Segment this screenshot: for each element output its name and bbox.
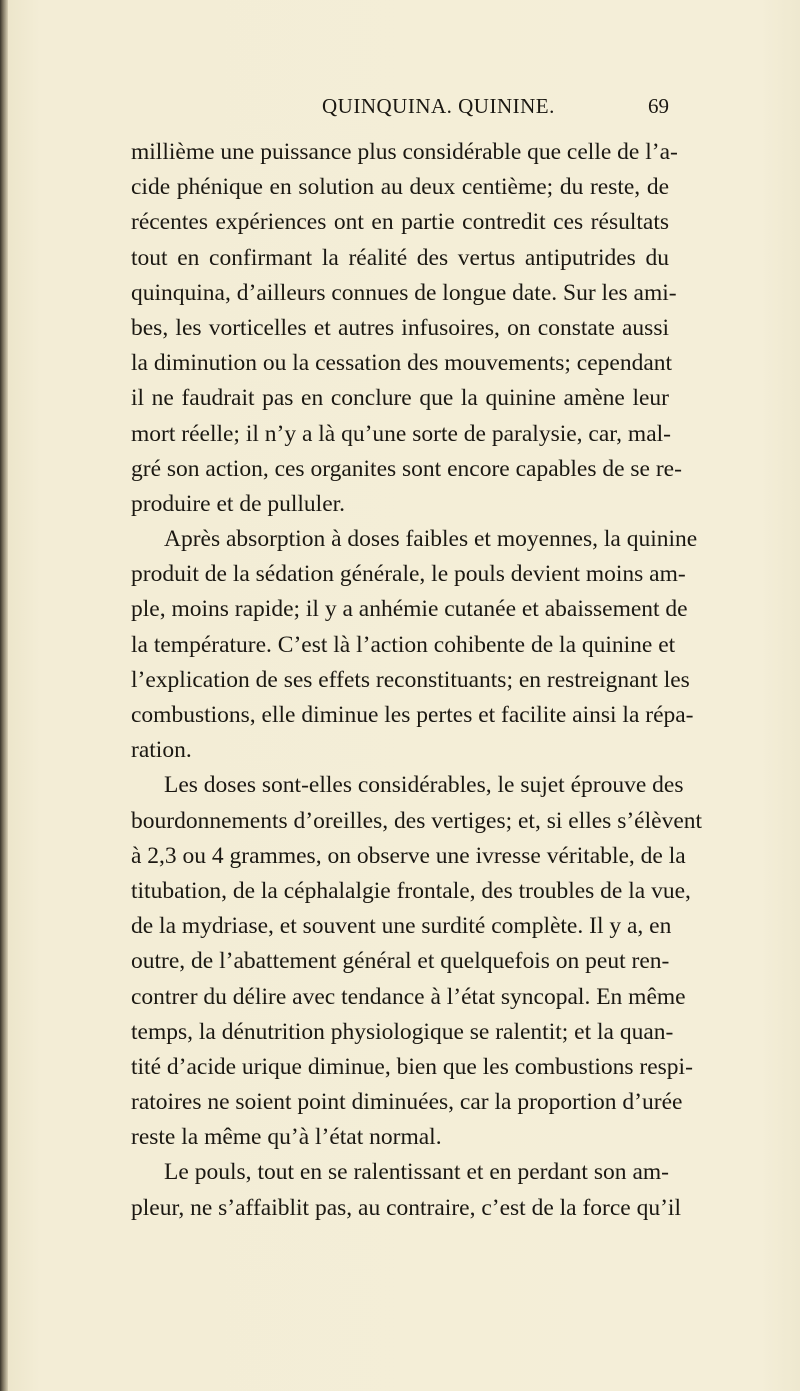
text-line: de la mydriase, et souvent une surdité complète. Il y a, en [131,913,672,940]
page-number: 69 [648,94,669,118]
text-line: quinquina, d’ailleurs connues de longue date. Sur les ami- [131,279,677,306]
text-line: millième une puissance plus considérable que celle de l’a- [131,139,678,165]
text-line: tout en confirmant la réalité des vertus antiputrides du [131,244,669,271]
text-line: à 2,3 ou 4 grammes, on observe une ivresse véritable, de la [131,842,686,869]
text-line: récentes expériences ont en partie contredit ces résultats [131,209,669,236]
text-line: pleur, ne s’affaiblit pas, au contraire, c’est de la force qu’il [131,1194,681,1221]
text-line: la diminution ou la cessation des mouvements; cependant [131,350,673,377]
text-line: contrer du délire avec tendance à l’état syncopal. En même [131,983,686,1010]
paragraph-start-line: Après absorption à doses faibles et moyennes, la quinine [164,526,698,553]
text-line: outre, de l’abattement général et quelquefois on peut ren- [131,948,670,975]
text-line: produit de la sédation générale, le pouls devient moins am- [131,561,686,588]
text-line: gré son action, ces organites sont encore capables de se re- [131,455,682,482]
running-head-title: QUINQUINA. QUININE. [322,94,555,118]
text-line: titubation, de la céphalalgie frontale, des troubles de la vue, [131,877,691,904]
text-line: ratoires ne soient point diminuées, car la proportion d’urée [131,1089,683,1116]
text-line: tité d’acide urique diminue, bien que les combustions respi- [131,1053,693,1080]
text-line: ple, moins rapide; il y a anhémie cutanée et abaissement de [131,596,688,623]
text-line: cide phénique en solution au deux centième; du reste, de [131,174,669,201]
paragraph-start-line: Les doses sont-elles considérables, le sujet éprouve des [164,772,684,799]
running-head [0,94,800,124]
body-text [131,135,703,1226]
text-line: il ne faudrait pas en conclure que la quinine amène leur [131,385,669,412]
text-line: bes, les vorticelles et autres infusoires, on constate aussi [131,314,669,341]
text-line: ration. [131,737,192,764]
text-line: l’explication de ses effets reconstituants; en restreignant les [131,666,690,693]
page-binding-edge [0,0,8,1391]
paragraph-start-line: Le pouls, tout en se ralentissant et en perdant son am- [164,1159,669,1186]
text-line: la température. C’est là l’action cohibente de la quinine et [131,631,676,658]
text-line: reste la même qu’à l’état normal. [131,1124,442,1151]
text-line: bourdonnements d’oreilles, des vertiges; et, si elles s’élèvent [131,807,703,834]
text-line: produire et de pulluler. [131,490,346,517]
text-line: combustions, elle diminue les pertes et facilite ainsi la répa- [131,702,694,728]
text-line: mort réelle; il n’y a là qu’une sorte de paralysie, car, mal- [131,420,671,447]
text-line: temps, la dénutrition physiologique se ralentit; et la quan- [131,1018,674,1045]
